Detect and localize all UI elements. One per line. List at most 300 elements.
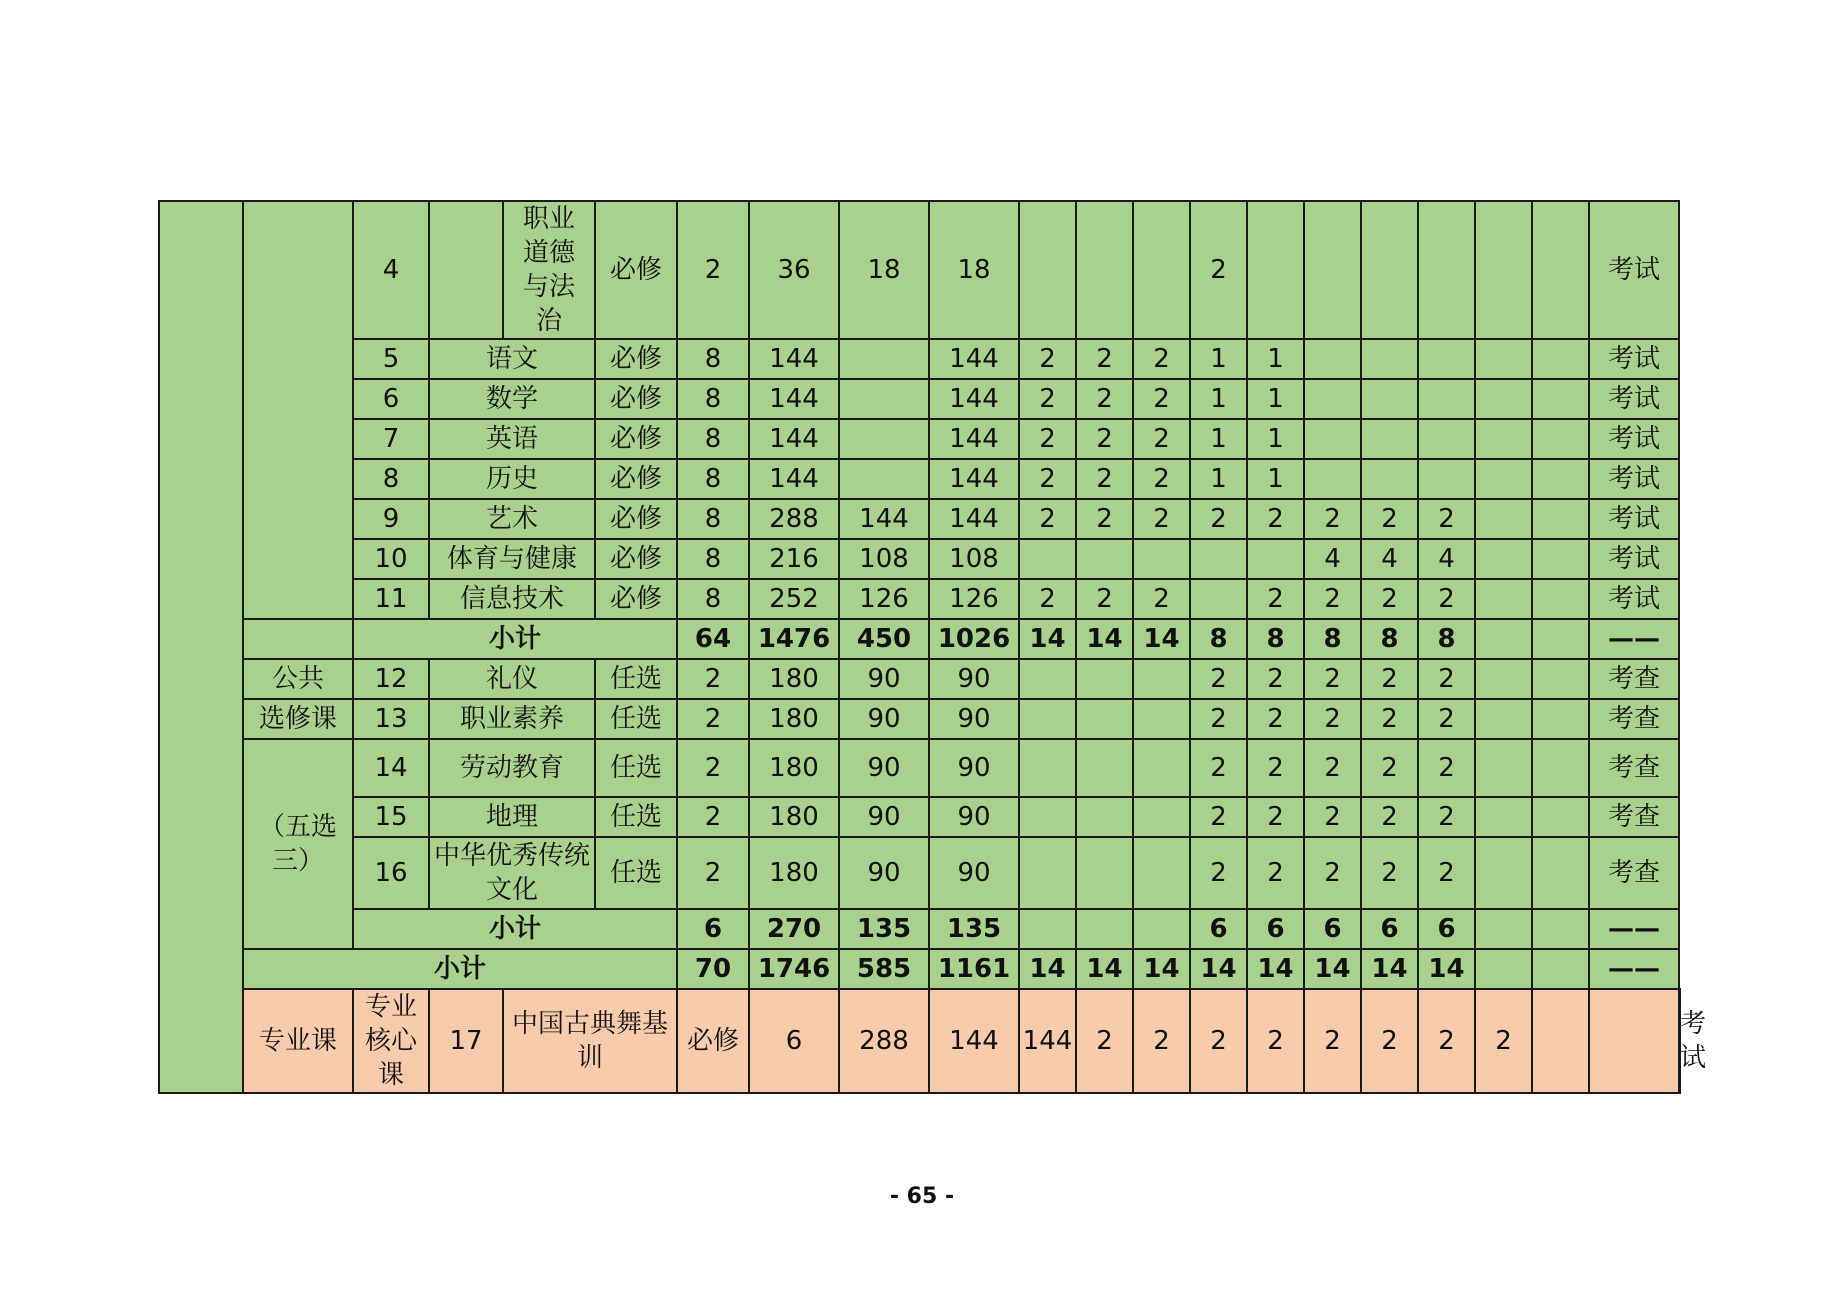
- cell-semester-2: [1076, 909, 1133, 949]
- cell-semester-4: 1: [1190, 379, 1247, 419]
- cell-semester-5: [1247, 539, 1304, 579]
- cell-theory: [839, 459, 929, 499]
- cell-semester-9: [1475, 201, 1532, 339]
- cell-course-type: 必修: [595, 379, 677, 419]
- cell-semester-7: 14: [1361, 949, 1418, 989]
- cell-semester-8: 2: [1475, 989, 1532, 1093]
- cell-semester-3: [1133, 837, 1190, 909]
- cell-semester-3: [1133, 539, 1190, 579]
- cell-course-name: 体育与健康: [429, 539, 595, 579]
- cell-hours: 1476: [749, 619, 839, 659]
- cell-credits: 8: [677, 419, 749, 459]
- cell-semester-2: [1076, 539, 1133, 579]
- cell-semester-6: 2: [1304, 797, 1361, 837]
- cell-assessment: 考试: [1679, 989, 1680, 1093]
- cell-semester-10: [1532, 419, 1589, 459]
- cell-semester-5: 1: [1247, 379, 1304, 419]
- table-row: [159, 659, 1680, 699]
- cell-semester-7: [1361, 459, 1418, 499]
- cell-course-name: 中国古典舞基训: [503, 989, 677, 1093]
- cell-theory: 108: [839, 539, 929, 579]
- cell-semester-9: [1475, 739, 1532, 797]
- cell-credits: 8: [677, 459, 749, 499]
- cell-blank: [243, 619, 353, 659]
- cell-semester-6: 8: [1304, 619, 1361, 659]
- cell-semester-9: [1475, 419, 1532, 459]
- cell-semester-1: [1019, 909, 1076, 949]
- cell-course-name: 语文: [429, 339, 595, 379]
- cell-practice: 144: [1019, 989, 1076, 1093]
- cell-theory: 90: [839, 659, 929, 699]
- cell-semester-10: [1532, 739, 1589, 797]
- cell-semester-9: [1475, 619, 1532, 659]
- cell-semester-3: 14: [1133, 949, 1190, 989]
- cell-semester-3: [1133, 739, 1190, 797]
- cell-semester-6: 2: [1304, 499, 1361, 539]
- cell-semester-6: 2: [1304, 579, 1361, 619]
- cell-number: 12: [353, 659, 429, 699]
- cell-semester-9: [1475, 659, 1532, 699]
- cell-semester-10: [1532, 659, 1589, 699]
- cell-theory: 144: [839, 499, 929, 539]
- cell-theory: 90: [839, 837, 929, 909]
- cell-practice: 90: [929, 797, 1019, 837]
- cell-semester-10: [1532, 499, 1589, 539]
- cell-theory: 126: [839, 579, 929, 619]
- cell-semester-3: 2: [1133, 379, 1190, 419]
- cell-theory: [839, 379, 929, 419]
- table-row: [159, 379, 1680, 419]
- cell-semester-5: 2: [1247, 739, 1304, 797]
- cell-assessment: 考查: [1589, 739, 1679, 797]
- cell-hours: 144: [749, 459, 839, 499]
- cell-semester-3: 2: [1133, 579, 1190, 619]
- cell-course-type: 任选: [595, 739, 677, 797]
- cell-credits: 2: [677, 797, 749, 837]
- cell-semester-5: 2: [1247, 499, 1304, 539]
- cell-number: 9: [353, 499, 429, 539]
- cell-semester-6: [1304, 201, 1361, 339]
- cell-course-name: 中华优秀传统文化: [429, 837, 595, 909]
- cell-semester-5: 14: [1247, 949, 1304, 989]
- cell-semester-8: [1418, 379, 1475, 419]
- cell-practice: 18: [929, 201, 1019, 339]
- cell-semester-6: 2: [1304, 837, 1361, 909]
- cell-semester-1: 2: [1019, 339, 1076, 379]
- cell-semester-2: 2: [1076, 499, 1133, 539]
- cell-semester-7: 2: [1361, 797, 1418, 837]
- cell-course-type: 任选: [595, 699, 677, 739]
- cell-theory: [839, 339, 929, 379]
- cell-theory: [839, 419, 929, 459]
- cell-course-type: 必修: [595, 579, 677, 619]
- cell-semester-8: 4: [1418, 539, 1475, 579]
- cell-semester-4: 2: [1190, 797, 1247, 837]
- cell-credits: 6: [749, 989, 839, 1093]
- table-row: [159, 699, 1680, 739]
- cell-semester-2: 2: [1076, 339, 1133, 379]
- cell-course-type: 必修: [677, 989, 749, 1093]
- cell-practice: 144: [929, 499, 1019, 539]
- cell-number: 5: [353, 339, 429, 379]
- cell-course-name: 职业素养: [429, 699, 595, 739]
- cell-semester-9: [1475, 949, 1532, 989]
- cell-theory: 90: [839, 699, 929, 739]
- subtotal-label: 小计: [353, 619, 677, 659]
- cell-course-name: 艺术: [429, 499, 595, 539]
- cell-semester-10: [1532, 539, 1589, 579]
- cell-semester-7: [1361, 379, 1418, 419]
- cell-assessment: ——: [1589, 619, 1679, 659]
- cell-semester-7: [1361, 419, 1418, 459]
- cell-semester-2: [1076, 837, 1133, 909]
- cell-semester-6: 2: [1304, 739, 1361, 797]
- cell-semester-6: 2: [1361, 989, 1418, 1093]
- cell-semester-10: [1532, 379, 1589, 419]
- cell-semester-5: 2: [1247, 659, 1304, 699]
- cell-semester-10: [1532, 837, 1589, 909]
- cell-semester-7: 2: [1361, 579, 1418, 619]
- cell-assessment: 考试: [1589, 459, 1679, 499]
- cell-semester-1: [1019, 201, 1076, 339]
- cell-hours: 270: [749, 909, 839, 949]
- cell-semester-9: [1475, 339, 1532, 379]
- cell-credits: 2: [677, 837, 749, 909]
- cell-semester-7: 2: [1361, 499, 1418, 539]
- cell-semester-6: 4: [1304, 539, 1361, 579]
- cell-semester-1: 2: [1019, 419, 1076, 459]
- category-cell-major: 专业课: [243, 989, 353, 1093]
- cell-hours: 252: [749, 579, 839, 619]
- table-row: [159, 797, 1680, 837]
- cell-semester-8: [1418, 459, 1475, 499]
- cell-semester-4: 2: [1247, 989, 1304, 1093]
- cell-hours: 144: [749, 379, 839, 419]
- cell-semester-4: 8: [1190, 619, 1247, 659]
- cell-credits: 8: [677, 579, 749, 619]
- cell-semester-2: 2: [1076, 579, 1133, 619]
- cell-hours: 288: [749, 499, 839, 539]
- table-row: [159, 579, 1680, 619]
- cell-course-type: 必修: [595, 339, 677, 379]
- cell-course-name: 历史: [429, 459, 595, 499]
- subtotal-row: [159, 909, 1680, 949]
- cell-semester-3: [1133, 797, 1190, 837]
- cell-assessment: 考查: [1589, 659, 1679, 699]
- cell-assessment: 考试: [1589, 379, 1679, 419]
- cell-semester-8: [1418, 419, 1475, 459]
- cell-semester-1: 2: [1019, 379, 1076, 419]
- cell-semester-5: 6: [1247, 909, 1304, 949]
- cell-semester-7: 2: [1418, 989, 1475, 1093]
- cell-semester-5: 2: [1247, 579, 1304, 619]
- cell-course-name: 数学: [429, 379, 595, 419]
- cell-course-type: 必修: [595, 459, 677, 499]
- cell-semester-2: 2: [1133, 989, 1190, 1093]
- cell-credits: 6: [677, 909, 749, 949]
- cell-semester-6: [1304, 419, 1361, 459]
- cell-semester-4: 1: [1190, 419, 1247, 459]
- cell-hours: 288: [839, 989, 929, 1093]
- cell-number: 17: [429, 989, 503, 1093]
- cell-semester-3: 2: [1190, 989, 1247, 1093]
- cell-hours: 180: [749, 797, 839, 837]
- cell-semester-10: [1532, 459, 1589, 499]
- cell-semester-4: [1190, 579, 1247, 619]
- cell-hours: 1746: [749, 949, 839, 989]
- cell-semester-4: 14: [1190, 949, 1247, 989]
- cell-assessment: 考查: [1589, 699, 1679, 739]
- cell-number: 13: [353, 699, 429, 739]
- cell-semester-8: 2: [1418, 837, 1475, 909]
- course-plan-table: [158, 200, 1707, 1094]
- cell-semester-2: [1076, 201, 1133, 339]
- cell-course-name: 地理: [429, 797, 595, 837]
- cell-semester-1: 14: [1019, 619, 1076, 659]
- cell-semester-3: 14: [1133, 619, 1190, 659]
- cell-semester-1: [1019, 739, 1076, 797]
- cell-semester-6: [1304, 459, 1361, 499]
- cell-semester-7: 2: [1361, 837, 1418, 909]
- cell-practice: 1026: [929, 619, 1019, 659]
- cell-semester-2: 14: [1076, 949, 1133, 989]
- cell-practice: 90: [929, 699, 1019, 739]
- cell-course-name: 礼仪: [429, 659, 595, 699]
- cell-semester-9: [1475, 909, 1532, 949]
- cell-semester-3: [1133, 699, 1190, 739]
- subtotal-row: [159, 949, 1680, 989]
- cell-semester-4: 2: [1190, 659, 1247, 699]
- elective-group-line2: 选修课: [243, 699, 353, 739]
- cell-credits: 2: [677, 659, 749, 699]
- cell-hours: 36: [749, 201, 839, 339]
- cell-practice: 90: [929, 837, 1019, 909]
- cell-credits: 8: [677, 379, 749, 419]
- cell-credits: 8: [677, 539, 749, 579]
- cell-semester-7: 4: [1361, 539, 1418, 579]
- cell-semester-4: 1: [1190, 339, 1247, 379]
- cell-semester-6: [1304, 379, 1361, 419]
- cell-practice: 108: [929, 539, 1019, 579]
- cell-practice: 135: [929, 909, 1019, 949]
- cell-semester-4: 1: [1190, 459, 1247, 499]
- cell-semester-8: 2: [1418, 659, 1475, 699]
- cell-semester-9: [1475, 797, 1532, 837]
- cell-course-type: 任选: [595, 837, 677, 909]
- cell-semester-10: [1532, 797, 1589, 837]
- cell-semester-8: 6: [1418, 909, 1475, 949]
- cell-semester-7: [1361, 339, 1418, 379]
- page-number: - 65 -: [889, 1184, 955, 1209]
- cell-theory: 144: [929, 989, 1019, 1093]
- cell-semester-2: [1076, 659, 1133, 699]
- cell-semester-8: 14: [1418, 949, 1475, 989]
- table-row: [159, 989, 1680, 1093]
- cell-course-name: 劳动教育: [429, 739, 595, 797]
- cell-semester-1: 2: [1019, 499, 1076, 539]
- cell-semester-7: 2: [1361, 739, 1418, 797]
- table-row: [159, 419, 1680, 459]
- cell-blank: [429, 201, 503, 339]
- cell-semester-10: [1532, 619, 1589, 659]
- cell-semester-1: [1019, 699, 1076, 739]
- cell-theory: 18: [839, 201, 929, 339]
- cell-semester-5: 8: [1247, 619, 1304, 659]
- cell-semester-10: [1532, 339, 1589, 379]
- cell-credits: 2: [677, 699, 749, 739]
- cell-course-type: 必修: [595, 201, 677, 339]
- cell-semester-6: 2: [1304, 659, 1361, 699]
- cell-semester-3: [1133, 909, 1190, 949]
- cell-semester-5: 2: [1247, 837, 1304, 909]
- cell-assessment: ——: [1589, 949, 1679, 989]
- cell-semester-1: [1019, 659, 1076, 699]
- cell-course-type: 必修: [595, 539, 677, 579]
- cell-semester-10: [1532, 699, 1589, 739]
- cell-semester-7: [1361, 201, 1418, 339]
- cell-number: 4: [353, 201, 429, 339]
- cell-assessment: 考试: [1589, 579, 1679, 619]
- cell-semester-5: 2: [1304, 989, 1361, 1093]
- cell-credits: 8: [677, 499, 749, 539]
- cell-semester-2: [1076, 699, 1133, 739]
- cell-semester-6: 6: [1304, 909, 1361, 949]
- cell-semester-5: 2: [1247, 797, 1304, 837]
- cell-semester-1: [1019, 837, 1076, 909]
- cell-semester-7: 8: [1361, 619, 1418, 659]
- cell-semester-1: 14: [1019, 949, 1076, 989]
- cell-practice: 90: [929, 739, 1019, 797]
- cell-assessment: 考试: [1589, 339, 1679, 379]
- cell-theory: 450: [839, 619, 929, 659]
- cell-semester-8: 2: [1418, 797, 1475, 837]
- cell-semester-2: 14: [1076, 619, 1133, 659]
- cell-hours: 180: [749, 837, 839, 909]
- cell-semester-8: [1418, 201, 1475, 339]
- table-body: [159, 201, 1707, 1093]
- cell-semester-2: 2: [1076, 419, 1133, 459]
- cell-credits: 70: [677, 949, 749, 989]
- cell-hours: 180: [749, 739, 839, 797]
- cell-theory: 90: [839, 797, 929, 837]
- category-cell-public: [159, 201, 243, 1093]
- cell-semester-3: 2: [1133, 339, 1190, 379]
- cell-semester-4: [1190, 539, 1247, 579]
- cell-semester-4: 6: [1190, 909, 1247, 949]
- cell-hours: 180: [749, 699, 839, 739]
- cell-semester-9: [1475, 699, 1532, 739]
- cell-semester-7: 2: [1361, 659, 1418, 699]
- cell-practice: 144: [929, 339, 1019, 379]
- group-cell-major-core: 专业核心课: [353, 989, 429, 1093]
- cell-credits: 64: [677, 619, 749, 659]
- cell-semester-10: [1589, 989, 1679, 1093]
- cell-theory: 90: [839, 739, 929, 797]
- cell-semester-1: 2: [1019, 579, 1076, 619]
- cell-semester-1: 2: [1019, 459, 1076, 499]
- cell-number: 6: [353, 379, 429, 419]
- cell-credits: 2: [677, 739, 749, 797]
- cell-semester-7: 2: [1361, 699, 1418, 739]
- cell-semester-1: [1019, 539, 1076, 579]
- cell-practice: 126: [929, 579, 1019, 619]
- cell-semester-1: 2: [1076, 989, 1133, 1093]
- cell-number: 10: [353, 539, 429, 579]
- cell-semester-2: 2: [1076, 379, 1133, 419]
- cell-semester-3: 2: [1133, 499, 1190, 539]
- cell-course-name: 英语: [429, 419, 595, 459]
- cell-semester-10: [1532, 949, 1589, 989]
- elective-group-line1: 公共: [243, 659, 353, 699]
- cell-semester-9: [1475, 579, 1532, 619]
- cell-semester-8: 2: [1418, 579, 1475, 619]
- cell-assessment: 考查: [1589, 797, 1679, 837]
- cell-semester-4: 2: [1190, 499, 1247, 539]
- cell-semester-10: [1532, 579, 1589, 619]
- table-row: [159, 499, 1680, 539]
- cell-semester-8: 8: [1418, 619, 1475, 659]
- cell-semester-9: [1475, 539, 1532, 579]
- cell-semester-9: [1532, 989, 1589, 1093]
- cell-assessment: 考试: [1589, 201, 1679, 339]
- cell-hours: 144: [749, 339, 839, 379]
- cell-semester-8: 2: [1418, 499, 1475, 539]
- cell-assessment: 考试: [1589, 419, 1679, 459]
- cell-credits: 8: [677, 339, 749, 379]
- cell-semester-3: 2: [1133, 419, 1190, 459]
- cell-semester-9: [1475, 499, 1532, 539]
- cell-course-type: 必修: [595, 419, 677, 459]
- cell-semester-2: 2: [1076, 459, 1133, 499]
- cell-semester-5: 2: [1247, 699, 1304, 739]
- cell-semester-4: 2: [1190, 699, 1247, 739]
- subtotal-label: 小计: [243, 949, 677, 989]
- cell-semester-8: 2: [1418, 699, 1475, 739]
- subtotal-label: 小计: [353, 909, 677, 949]
- group-cell-public-required: [243, 201, 353, 619]
- cell-semester-9: [1475, 459, 1532, 499]
- cell-theory: 135: [839, 909, 929, 949]
- cell-semester-9: [1475, 379, 1532, 419]
- cell-semester-10: [1532, 201, 1589, 339]
- cell-course-type: 必修: [595, 499, 677, 539]
- cell-semester-3: [1133, 659, 1190, 699]
- table-row: [159, 339, 1680, 379]
- cell-semester-8: 2: [1418, 739, 1475, 797]
- cell-semester-1: [1019, 797, 1076, 837]
- cell-semester-5: 1: [1247, 419, 1304, 459]
- cell-practice: 90: [929, 659, 1019, 699]
- cell-hours: 144: [749, 419, 839, 459]
- elective-group-line3: （五选三）: [243, 739, 353, 949]
- table-row: [159, 201, 1680, 339]
- cell-number: 11: [353, 579, 429, 619]
- cell-assessment: 考试: [1589, 539, 1679, 579]
- cell-practice: 144: [929, 459, 1019, 499]
- cell-semester-6: 2: [1304, 699, 1361, 739]
- cell-number: 14: [353, 739, 429, 797]
- cell-course-name: 信息技术: [429, 579, 595, 619]
- cell-theory: 585: [839, 949, 929, 989]
- cell-assessment: ——: [1589, 909, 1679, 949]
- cell-semester-7: 6: [1361, 909, 1418, 949]
- cell-assessment: 考试: [1589, 499, 1679, 539]
- table-row: [159, 837, 1680, 909]
- cell-assessment: 考查: [1589, 837, 1679, 909]
- cell-semester-3: 2: [1133, 459, 1190, 499]
- cell-course-type: 任选: [595, 659, 677, 699]
- cell-practice: 144: [929, 379, 1019, 419]
